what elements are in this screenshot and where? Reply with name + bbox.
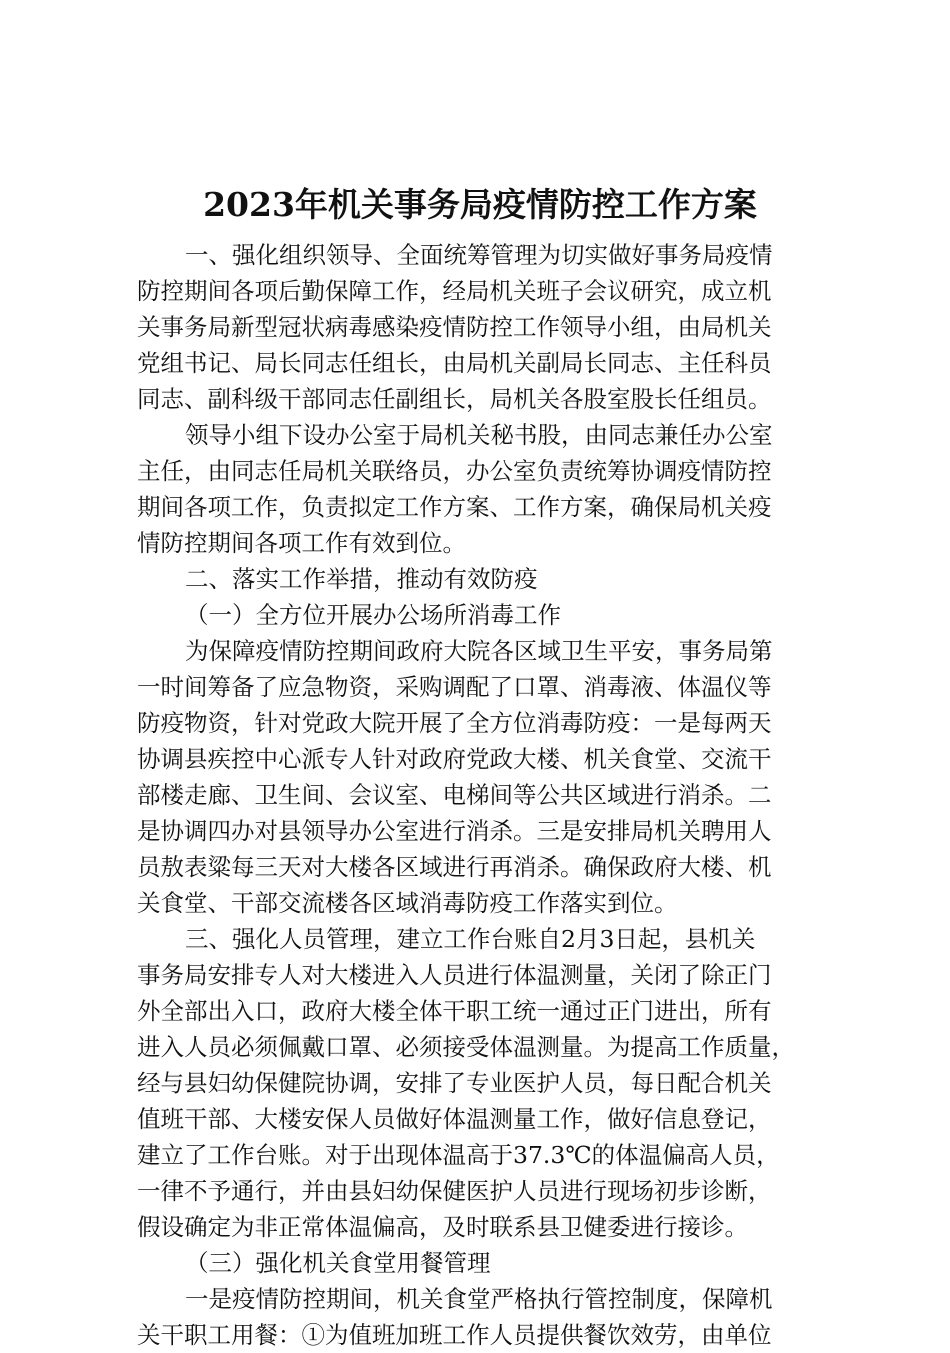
text-line: 期间各项工作，负责拟定工作方案、工作方案，确保局机关疫 (137, 493, 772, 521)
text-line: （一）全方位开展办公场所消毒工作 (185, 601, 561, 629)
text-line: 假设确定为非正常体温偏高，及时联系县卫健委进行接诊。 (137, 1213, 748, 1241)
text-line: 是协调四办对县领导办公室进行消杀。三是安排局机关聘用人 (137, 817, 772, 845)
text-line: 一律不予通行，并由县妇幼保健医护人员进行现场初步诊断， (137, 1177, 772, 1205)
text-line: 情防控期间各项工作有效到位。 (137, 529, 466, 557)
text-line: 三、强化人员管理，建立工作台账自2月3日起，县机关 (185, 925, 756, 953)
text-line: （三）强化机关食堂用餐管理 (185, 1249, 491, 1277)
document-title: 2023年机关事务局疫情防控工作方案 (203, 185, 757, 224)
text-line: 建立了工作台账。对于出现体温高于37.3℃的体温偏高人员， (137, 1141, 780, 1169)
text-line: 领导小组下设办公室于局机关秘书股，由同志兼任办公室 (185, 421, 773, 449)
text-line: 经与县妇幼保健院协调，安排了专业医护人员，每日配合机关 (137, 1069, 772, 1097)
text-line: 主任，由同志任局机关联络员，办公室负责统筹协调疫情防控 (137, 457, 772, 485)
text-line: 同志、副科级干部同志任副组长，局机关各股室股长任组员。 (137, 385, 772, 413)
text-line: 二、落实工作举措，推动有效防疫 (185, 565, 538, 593)
text-line: 关干职工用餐：①为值班加班工作人员提供餐饮效劳，由单位 (137, 1321, 772, 1349)
text-line: 协调县疾控中心派专人针对政府党政大楼、机关食堂、交流干 (137, 745, 772, 773)
text-line: 部楼走廊、卫生间、会议室、电梯间等公共区域进行消杀。二 (137, 781, 772, 809)
text-line: 关食堂、干部交流楼各区域消毒防疫工作落实到位。 (137, 889, 678, 917)
text-line: 一时间筹备了应急物资，采购调配了口罩、消毒液、体温仪等 (137, 673, 772, 701)
text-line: 外全部出入口，政府大楼全体干职工统一通过正门进出，所有 (137, 997, 772, 1025)
text-line: 一、强化组织领导、全面统筹管理为切实做好事务局疫情 (185, 241, 773, 269)
text-line: 员敖表粱每三天对大楼各区域进行再消杀。确保政府大楼、机 (137, 853, 772, 881)
text-line: 一是疫情防控期间，机关食堂严格执行管控制度，保障机 (185, 1285, 773, 1313)
text-line: 防控期间各项后勤保障工作，经局机关班子会议研究，成立机 (137, 277, 772, 305)
text-line: 防疫物资，针对党政大院开展了全方位消毒防疫：一是每两天 (137, 709, 772, 737)
document-body (137, 237, 837, 1353)
text-line: 为保障疫情防控期间政府大院各区域卫生平安，事务局第 (185, 637, 773, 665)
text-line: 进入人员必须佩戴口罩、必须接受体温测量。为提高工作质量， (137, 1033, 795, 1061)
text-line: 值班干部、大楼安保人员做好体温测量工作，做好信息登记， (137, 1105, 772, 1133)
text-line: 事务局安排专人对大楼进入人员进行体温测量，关闭了除正门 (137, 961, 772, 989)
text-line: 关事务局新型冠状病毒感染疫情防控工作领导小组，由局机关 (137, 313, 772, 341)
text-line: 党组书记、局长同志任组长，由局机关副局长同志、主任科员 (137, 349, 772, 377)
